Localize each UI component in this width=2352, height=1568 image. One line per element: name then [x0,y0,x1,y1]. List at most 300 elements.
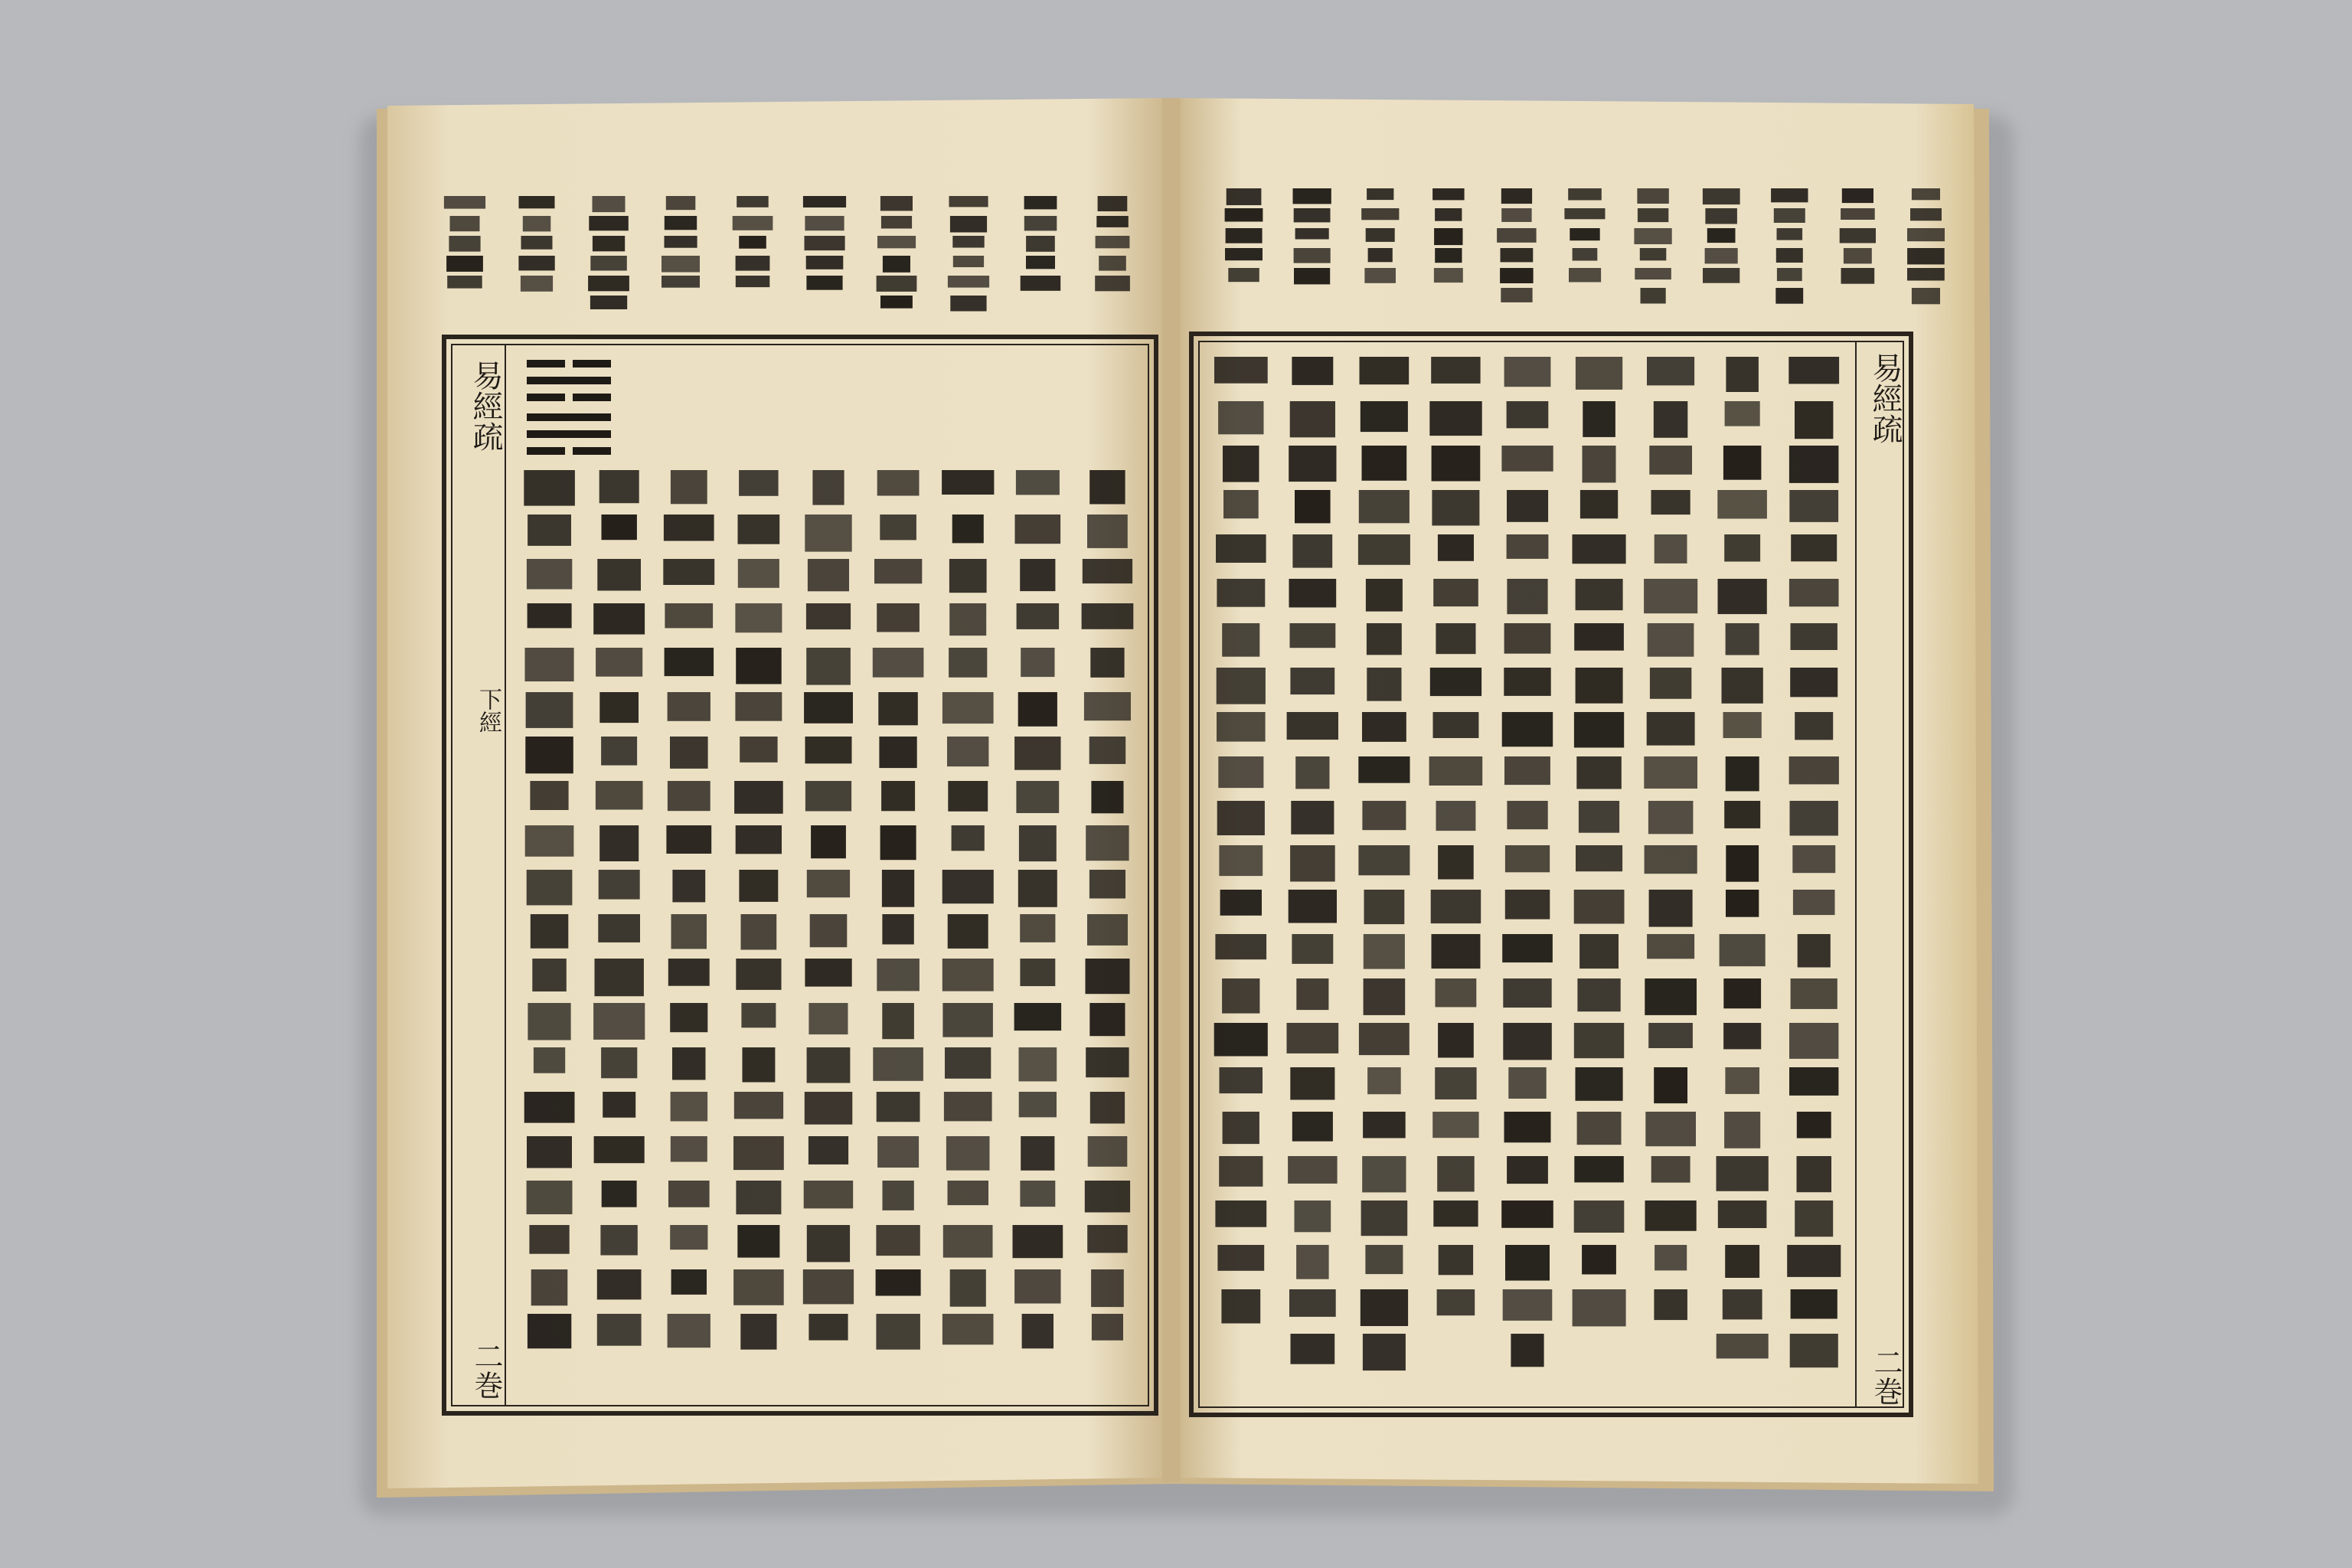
right-main-glyph [1726,756,1759,791]
left-main-glyph [1086,1047,1129,1077]
right-main-glyph [1502,934,1553,962]
left-upper-glyph [666,196,696,210]
left-main-glyph [1086,825,1129,861]
right-upper-glyph [1434,268,1463,283]
right-main-glyph [1644,756,1697,789]
right-upper-glyph [1366,228,1395,242]
right-main-glyph [1654,1289,1687,1320]
right-main-glyph [1223,1112,1259,1144]
right-upper-glyph [1912,288,1940,304]
right-upper-glyph [1570,228,1599,240]
right-main-glyph [1645,978,1697,1015]
left-main-glyph [1016,781,1059,813]
right-main-glyph [1574,890,1625,924]
left-main-glyph [1084,692,1131,720]
left-main-glyph [873,648,924,678]
left-main-glyph [812,470,844,505]
right-upper-glyph [1432,188,1465,200]
right-main-glyph [1503,1289,1553,1321]
right-main-glyph [1289,579,1337,607]
right-main-glyph [1435,1067,1476,1099]
left-main-glyph [1086,959,1130,994]
left-main-glyph [594,1136,645,1163]
right-main-glyph [1723,978,1761,1008]
right-upper-glyph [1912,188,1940,200]
right-main-glyph [1216,534,1266,563]
left-main-glyph [1091,781,1123,813]
left-main-glyph [806,648,851,685]
left-main-glyph [807,1047,851,1083]
left-main-glyph [531,914,569,949]
right-main-glyph [1217,801,1265,835]
right-main-glyph [1507,490,1548,522]
left-main-glyph [945,1047,991,1079]
left-main-glyph [531,1269,568,1305]
right-main-glyph [1214,1023,1268,1057]
left-main-glyph [601,737,637,766]
right-main-glyph [1430,668,1481,696]
right-main-glyph [1795,712,1833,740]
right-main-glyph [1431,357,1480,384]
left-main-glyph [1020,959,1055,986]
right-main-glyph [1436,801,1476,831]
right-main-column [1501,357,1553,1367]
left-main-glyph [1018,692,1057,727]
right-main-glyph [1361,401,1408,432]
left-main-glyph [525,648,574,681]
left-main-glyph [1087,914,1128,946]
right-main-glyph [1720,934,1766,966]
right-main-glyph [1718,579,1767,614]
right-main-glyph [1364,934,1405,969]
left-main-glyph [663,559,714,585]
right-main-glyph [1289,446,1336,482]
right-main-glyph [1217,1245,1264,1271]
left-upper-glyph [880,296,913,309]
right-upper-glyph [1568,188,1602,201]
right-main-glyph [1579,934,1619,969]
left-upper-glyph [806,256,844,270]
left-main-glyph [599,870,640,900]
left-main-glyph [805,1092,853,1125]
left-main-glyph [876,1269,921,1296]
right-main-glyph [1580,490,1618,518]
right-main-glyph [1436,978,1477,1007]
right-main-glyph [1790,1334,1838,1367]
right-main-glyph [1651,1156,1690,1183]
left-main-glyph [944,1092,992,1121]
left-main-glyph [601,1047,637,1078]
left-main-glyph [665,648,714,676]
left-main-glyph [529,1225,569,1254]
left-main-glyph [528,1003,570,1040]
right-main-glyph [1717,490,1767,519]
right-main-glyph [1362,712,1406,742]
left-main-glyph [1020,559,1055,591]
right-upper-glyph [1842,188,1873,203]
right-main-glyph [1507,801,1547,829]
left-upper-glyph [519,196,555,208]
left-main-glyph [672,870,705,902]
right-main-glyph [1648,801,1694,834]
right-upper-glyph [1501,188,1532,204]
right-main-glyph [1718,1200,1767,1228]
left-upper-glyph [523,216,551,231]
left-main-glyph [526,692,573,728]
left-main-glyph [532,959,567,991]
left-main-glyph [671,914,707,949]
left-main-glyph [671,470,707,504]
left-main-glyph [599,825,639,861]
right-main-glyph [1511,1334,1544,1367]
right-upper-glyph [1435,208,1462,221]
right-main-glyph [1647,712,1695,746]
left-upper-glyph [521,276,553,292]
left-leaf-label: 二巻 [469,1341,503,1400]
left-main-glyph [528,1314,571,1348]
right-main-glyph [1583,401,1615,437]
left-main-glyph [876,1225,920,1256]
left-main-glyph [807,1225,850,1262]
left-main-glyph [599,470,639,503]
right-upper-glyph [1227,188,1262,205]
left-main-glyph [808,1136,848,1165]
right-main-glyph [1648,1023,1693,1048]
right-main-glyph [1359,1023,1410,1055]
right-main-glyph [1797,1156,1832,1192]
left-main-glyph [873,1047,923,1081]
right-main-glyph [1504,623,1551,654]
right-main-glyph [1221,1289,1260,1324]
right-main-glyph [1648,623,1694,657]
left-main-glyph [534,1047,565,1073]
left-upper-glyph [880,196,913,211]
right-main-column [1787,357,1841,1367]
left-upper-glyph [736,256,770,271]
right-main-glyph [1508,1067,1546,1099]
right-upper-glyph [1705,208,1737,224]
right-main-glyph [1358,534,1410,565]
right-main-glyph [1292,357,1333,385]
left-main-glyph [1089,737,1126,764]
left-main-glyph [524,470,575,506]
right-upper-glyph [1501,208,1531,222]
right-main-glyph [1502,712,1553,746]
right-leaf-label: 二巻 [1869,1348,1903,1406]
left-main-glyph [1019,825,1057,861]
left-main-glyph [1089,470,1125,505]
right-main-glyph [1724,1112,1760,1148]
right-main-glyph [1577,1112,1622,1145]
left-main-glyph [880,825,916,860]
left-main-glyph [803,1269,854,1304]
left-main-glyph [600,1225,637,1256]
left-main-glyph [599,692,639,723]
right-main-glyph [1725,1245,1759,1278]
left-upper-glyph [949,196,988,207]
left-main-glyph [671,1136,707,1162]
right-main-glyph [1438,845,1474,880]
right-main-glyph [1296,978,1328,1010]
right-main-glyph [1576,668,1623,704]
right-main-glyph [1574,1023,1624,1058]
right-main-glyph [1725,401,1760,426]
left-upper-glyph [449,236,480,252]
right-main-glyph [1290,401,1335,437]
left-main-glyph [1019,1047,1057,1081]
left-main-glyph [527,1181,573,1214]
right-upper-glyph [1841,268,1875,284]
right-main-glyph [1223,490,1259,518]
left-main-glyph [882,1003,914,1039]
left-main-glyph [811,825,846,858]
left-main-glyph [735,692,782,721]
left-main-glyph [877,603,920,632]
right-main-glyph [1361,1200,1408,1236]
right-main-glyph [1505,890,1550,920]
right-main-glyph [1793,890,1835,915]
left-main-glyph [942,470,994,495]
left-main-glyph [736,648,782,684]
left-upper-glyph [805,236,845,250]
right-upper-glyph [1707,228,1736,243]
left-upper-glyph [881,216,912,229]
right-main-glyph [1219,845,1263,876]
right-main-glyph [1433,579,1478,606]
right-main-glyph [1359,490,1410,523]
right-upper-glyph [1637,188,1668,204]
left-main-glyph [805,959,851,987]
right-main-glyph [1214,357,1268,384]
left-main-glyph [1092,1314,1123,1341]
right-main-glyph [1429,401,1481,436]
right-main-glyph [1724,801,1760,828]
right-main-glyph [1218,756,1263,788]
left-main-glyph [808,1314,848,1341]
right-main-glyph [1295,1200,1331,1232]
right-main-glyph [1645,1112,1696,1146]
right-upper-glyph [1295,228,1329,240]
left-upper-glyph [590,296,627,309]
left-main-glyph [597,1314,642,1346]
left-main-glyph [942,692,994,724]
right-upper-glyph [1774,208,1805,223]
left-main-glyph [948,914,988,949]
right-main-glyph [1431,890,1481,923]
right-main-glyph [1797,1112,1831,1138]
left-main-glyph [1020,914,1055,942]
right-main-glyph [1367,623,1402,655]
left-main-glyph [528,603,572,628]
right-upper-glyph [1635,268,1671,279]
left-main-glyph [738,559,779,588]
left-upper-glyph [662,256,700,273]
left-main-glyph [1089,1003,1125,1036]
left-upper-glyph [736,276,770,287]
left-main-glyph [879,737,916,768]
left-main-glyph [528,514,571,546]
left-upper-glyph [877,236,916,248]
left-main-glyph [668,959,710,986]
right-main-glyph [1792,845,1835,873]
left-main-glyph [664,514,714,541]
left-main-glyph [602,514,637,540]
right-main-glyph [1789,756,1839,784]
left-main-glyph [883,1181,914,1210]
right-upper-glyph [1569,268,1601,283]
right-main-glyph [1223,446,1259,482]
right-main-glyph [1724,534,1760,562]
right-main-glyph [1436,623,1475,654]
right-upper-column [1703,188,1740,283]
right-main-glyph [1432,490,1479,526]
right-main-glyph [1723,446,1762,480]
right-upper-glyph [1368,248,1393,262]
right-main-glyph [1501,1200,1553,1228]
left-main-glyph [739,870,778,902]
right-main-glyph [1364,890,1405,924]
right-main-column [1358,357,1410,1370]
left-upper-glyph [518,256,554,270]
right-main-glyph [1215,934,1266,959]
right-main-glyph [1295,756,1329,789]
left-main-glyph [1014,1269,1060,1304]
left-upper-glyph [1096,236,1130,248]
right-main-glyph [1573,534,1626,564]
left-main-glyph [1014,1003,1062,1031]
left-main-glyph [949,603,986,635]
left-main-glyph [733,1136,784,1170]
left-main-glyph [525,737,573,773]
right-main-glyph [1507,579,1547,614]
left-main-glyph [671,1092,708,1122]
right-main-glyph [1574,1200,1625,1233]
right-main-glyph [1438,1023,1474,1058]
right-upper-glyph [1640,248,1667,260]
left-main-glyph [598,914,640,942]
right-upper-glyph [1703,188,1740,204]
left-main-glyph [877,1136,919,1168]
left-main-glyph [736,959,781,990]
left-main-glyph [1089,870,1125,899]
left-main-glyph [739,470,779,496]
right-main-glyph [1507,401,1549,428]
left-upper-glyph [1024,216,1057,230]
left-upper-glyph [739,236,766,249]
left-main-glyph [805,737,852,763]
left-main-glyph [666,825,711,854]
right-upper-glyph [1638,208,1668,222]
left-main-glyph [1014,737,1060,770]
right-upper-glyph [1434,228,1462,245]
right-upper-glyph [1294,268,1330,284]
left-main-glyph [668,692,710,721]
left-main-glyph [665,603,713,628]
left-main-glyph [1021,1136,1054,1171]
right-main-glyph [1363,1334,1406,1370]
right-main-glyph [1651,490,1690,514]
right-upper-glyph [1294,248,1331,263]
right-main-glyph [1582,1245,1616,1275]
right-upper-glyph [1705,248,1738,263]
right-main-glyph [1217,712,1266,742]
left-volume-label: 下經 [475,688,501,733]
left-main-glyph [878,692,918,725]
gutter [1162,98,1181,1482]
left-main-glyph [670,737,708,769]
left-upper-glyph [588,276,629,291]
left-main-glyph [527,870,573,905]
right-main-glyph [1791,1289,1838,1319]
right-main-glyph [1650,668,1691,699]
right-main-glyph [1576,845,1622,871]
right-main-glyph [1726,845,1759,882]
right-upper-glyph [1294,208,1331,222]
left-upper-glyph [1024,196,1057,209]
right-main-glyph [1505,1245,1550,1281]
right-main-glyph [1217,579,1265,607]
left-main-glyph [880,514,916,540]
right-upper-glyph [1501,248,1534,262]
left-main-glyph [1082,603,1134,629]
right-upper-glyph [1573,248,1598,261]
right-main-glyph [1507,534,1549,559]
right-main-glyph [1576,357,1622,390]
right-main-glyph [1723,1289,1762,1319]
right-main-glyph [1791,623,1838,650]
left-upper-glyph [1021,276,1061,291]
right-upper-column [1293,188,1331,284]
right-main-glyph [1798,934,1831,968]
left-main-glyph [733,1269,784,1305]
left-main-glyph [949,648,987,678]
right-main-glyph [1429,756,1483,786]
left-main-glyph [1021,648,1054,677]
left-main-glyph [948,1181,989,1205]
left-upper-glyph [1026,236,1055,252]
right-main-glyph [1725,1067,1759,1094]
right-main-glyph [1654,401,1688,438]
left-main-glyph [525,825,574,857]
right-main-glyph [1433,712,1479,738]
right-main-glyph [1291,801,1334,835]
right-main-glyph [1576,756,1622,789]
right-main-glyph [1362,801,1406,830]
right-main-glyph [1365,1245,1403,1274]
right-main-glyph [1577,978,1620,1011]
left-main-glyph [942,870,994,903]
left-main-glyph [1090,648,1124,678]
right-main-glyph [1222,623,1259,657]
left-upper-glyph [953,256,984,267]
left-upper-glyph [665,216,697,230]
left-main-glyph [1088,1136,1128,1167]
left-main-glyph [877,1092,920,1122]
right-main-glyph [1362,1156,1406,1192]
left-main-glyph [735,603,782,632]
left-main-glyph [949,559,987,593]
left-running-title: 易經疏 [468,360,503,452]
right-main-glyph [1290,668,1334,694]
right-main-glyph [1296,1245,1329,1279]
right-main-glyph [1576,579,1623,610]
right-main-glyph [1358,756,1410,783]
left-main-glyph [737,1225,779,1258]
left-main-glyph [738,514,780,544]
left-upper-glyph [950,216,987,233]
right-main-glyph [1504,668,1550,696]
left-upper-glyph [521,236,553,250]
